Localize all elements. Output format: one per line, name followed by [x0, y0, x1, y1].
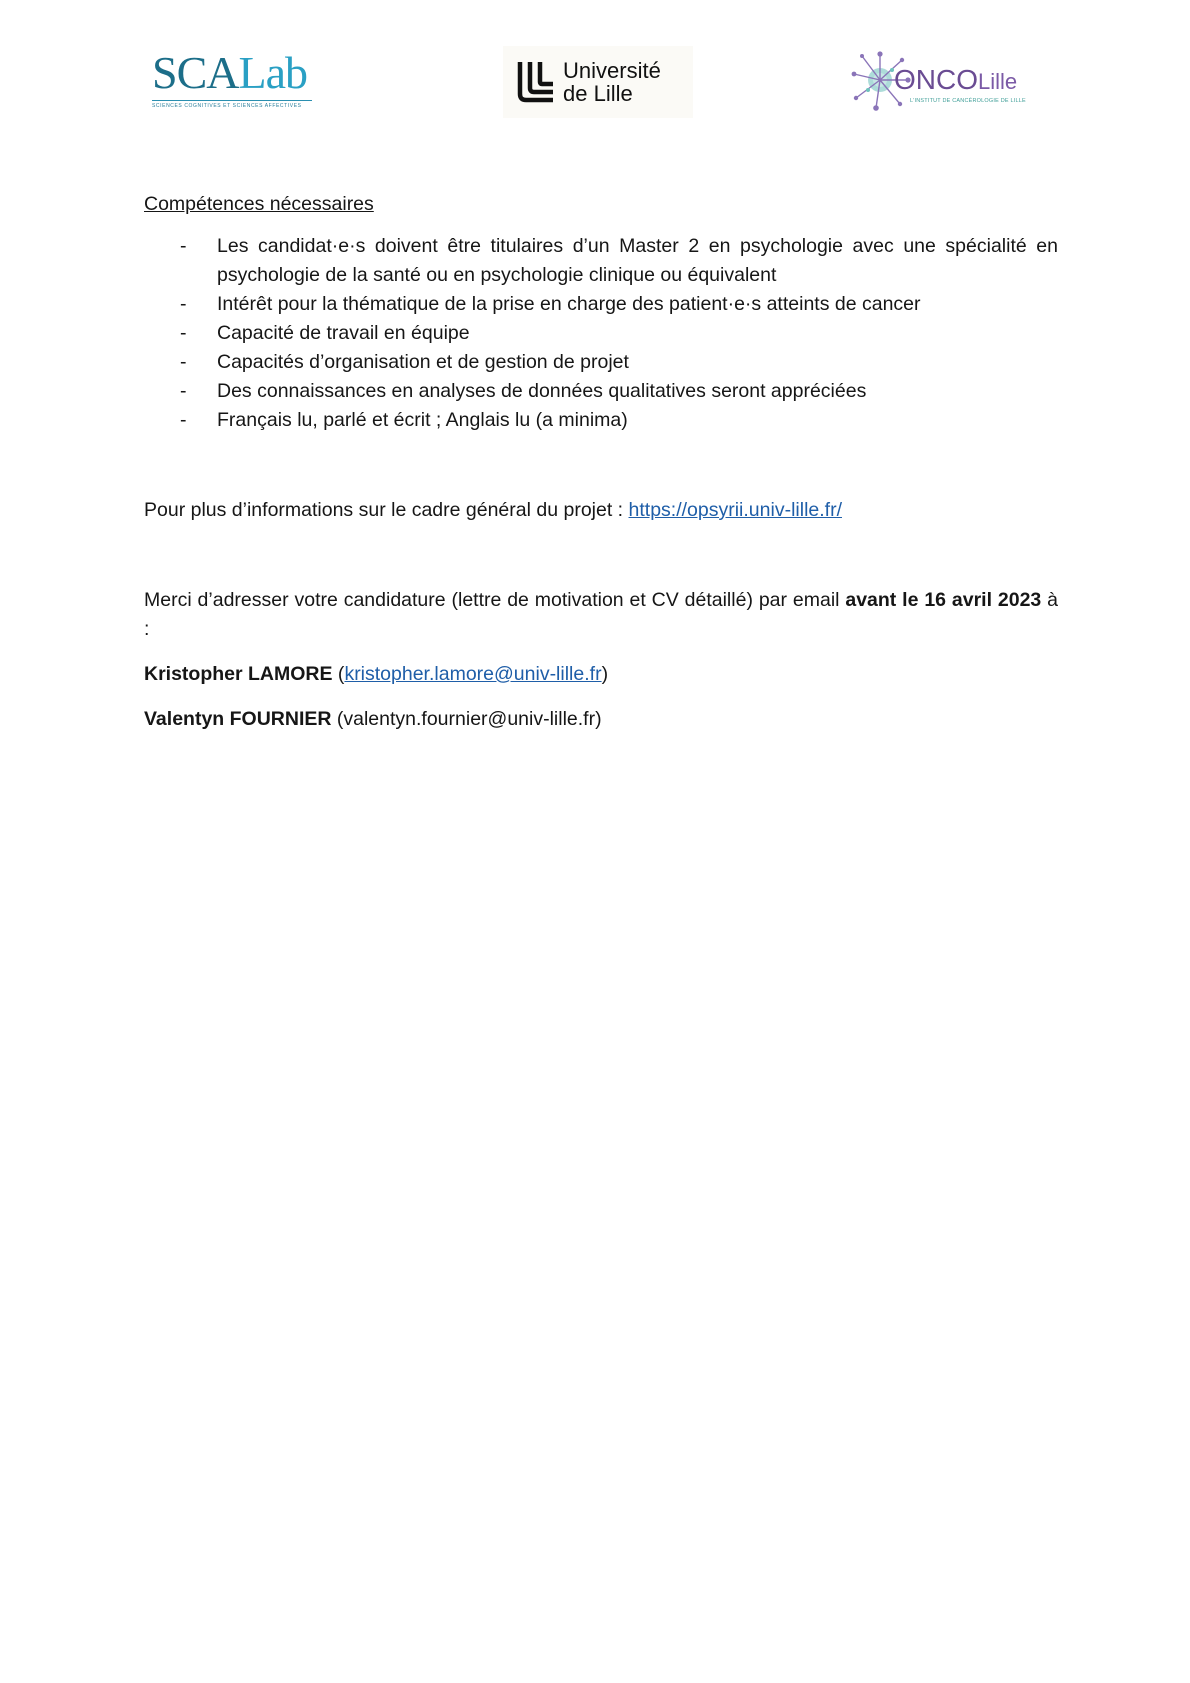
- contact-line: [144, 705, 1058, 734]
- bullet-dash: -: [180, 235, 187, 257]
- list-item: - Des connaissances en analyses de données qualitatives seront appréciées: [144, 377, 1058, 406]
- contact-line: Kristopher LAMORE (kristopher.lamore@univ-lille.fr): [144, 663, 609, 685]
- contact-email-link[interactable]: kristopher.lamore@univ-lille.fr: [344, 663, 602, 685]
- list-item: - Capacités d’organisation et de gestion de projet: [144, 348, 1058, 377]
- ulille-mark-icon: [517, 60, 557, 104]
- oncolille-tagline: L'INSTITUT DE CANCÉROLOGIE DE LILLE: [910, 98, 1026, 104]
- list-item: - Les candidat·e·s doivent être titulaires d’un Master 2 en psychologie avec une spécialité en psychologie de la santé ou en psychologie clinique ou équivalent: [144, 232, 1058, 290]
- oncolille-logo: [850, 50, 1050, 112]
- list-item: - Français lu, parlé et écrit ; Anglais lu (a minima): [144, 406, 1058, 435]
- bullet-dash: -: [180, 380, 187, 402]
- document-body: [144, 190, 1058, 734]
- scalab-underline: [152, 100, 312, 101]
- info-paragraph: Pour plus d’informations sur le cadre général du projet : https://opsyrii.univ-lille.fr/: [144, 499, 842, 521]
- universite-de-lille-logo: [503, 46, 693, 118]
- deadline: avant le 16 avril 2023: [845, 589, 1042, 611]
- scalab-tagline: SCIENCES COGNITIVES ET SCIENCES AFFECTIVES: [152, 103, 302, 109]
- requirements-list: [144, 232, 1058, 435]
- list-item: - Intérêt pour la thématique de la prise en charge des patient·e·s atteints de cancer: [144, 290, 1058, 319]
- project-website-link[interactable]: https://opsyrii.univ-lille.fr/: [628, 499, 842, 521]
- scalab-logo: [152, 47, 318, 109]
- bullet-dash: -: [180, 409, 187, 431]
- application-paragraph: Merci d’adresser votre candidature (lettre de motivation et CV détaillé) par email avant le 16 avril 2023 à :: [144, 589, 1059, 640]
- bullet-dash: -: [180, 351, 187, 373]
- ulille-wordmark: Université de Lille: [563, 58, 661, 106]
- bullet-dash: -: [180, 322, 187, 344]
- oncolille-wordmark: ONCOLille: [894, 64, 1018, 95]
- contact-email: (valentyn.fournier@univ-lille.fr): [331, 708, 602, 730]
- section-title: Compétences nécessaires: [144, 193, 374, 215]
- scalab-wordmark: SCALab: [152, 47, 307, 98]
- list-item: - Capacité de travail en équipe: [144, 319, 1058, 348]
- contact-name: Kristopher LAMORE: [144, 663, 333, 685]
- bullet-dash: -: [180, 293, 187, 315]
- contact-name: Valentyn FOURNIER: [144, 708, 332, 730]
